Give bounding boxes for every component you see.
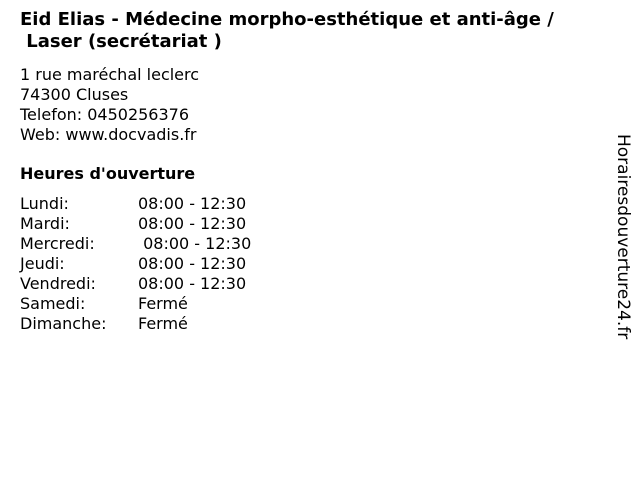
hours-row-monday [20, 194, 251, 214]
hours-value: Fermé [138, 294, 188, 313]
hours-value: 08:00 - 12:30 [138, 234, 252, 253]
day-label: Lundi: [20, 194, 69, 213]
day-label: Jeudi: [20, 254, 65, 273]
site-watermark: Horairesdouverture24.fr [613, 134, 633, 340]
business-title-line-1: Eid Elias - Médecine morpho-esthétique et anti-âge / [20, 9, 554, 30]
city-postcode: 74300 Cluses [20, 85, 129, 104]
day-label: Mercredi: [20, 234, 95, 253]
hours-value: 08:00 - 12:30 [138, 194, 247, 213]
hours-row-tuesday [20, 214, 251, 234]
hours-value: 08:00 - 12:30 [138, 274, 247, 293]
hours-row-wednesday [20, 234, 251, 254]
business-title-line-2: Laser (secrétariat ) [20, 31, 222, 52]
website: Web: www.docvadis.fr [20, 125, 197, 144]
hours-value: 08:00 - 12:30 [138, 254, 247, 273]
hours-value: 08:00 - 12:30 [138, 214, 247, 233]
day-label: Dimanche: [20, 314, 107, 333]
hours-row-sunday [20, 314, 251, 334]
day-label: Vendredi: [20, 274, 96, 293]
hours-row-friday [20, 274, 251, 294]
street-address: 1 rue maréchal leclerc [20, 65, 200, 84]
address-block [20, 65, 199, 145]
day-label: Samedi: [20, 294, 86, 313]
business-title [20, 9, 620, 53]
phone-number: Telefon: 0450256376 [20, 105, 190, 124]
hours-value: Fermé [138, 314, 188, 333]
hours-row-thursday [20, 254, 251, 274]
opening-hours-heading: Heures d'ouverture [20, 164, 196, 183]
hours-row-saturday [20, 294, 251, 314]
opening-hours-table [20, 194, 251, 334]
day-label: Mardi: [20, 214, 70, 233]
